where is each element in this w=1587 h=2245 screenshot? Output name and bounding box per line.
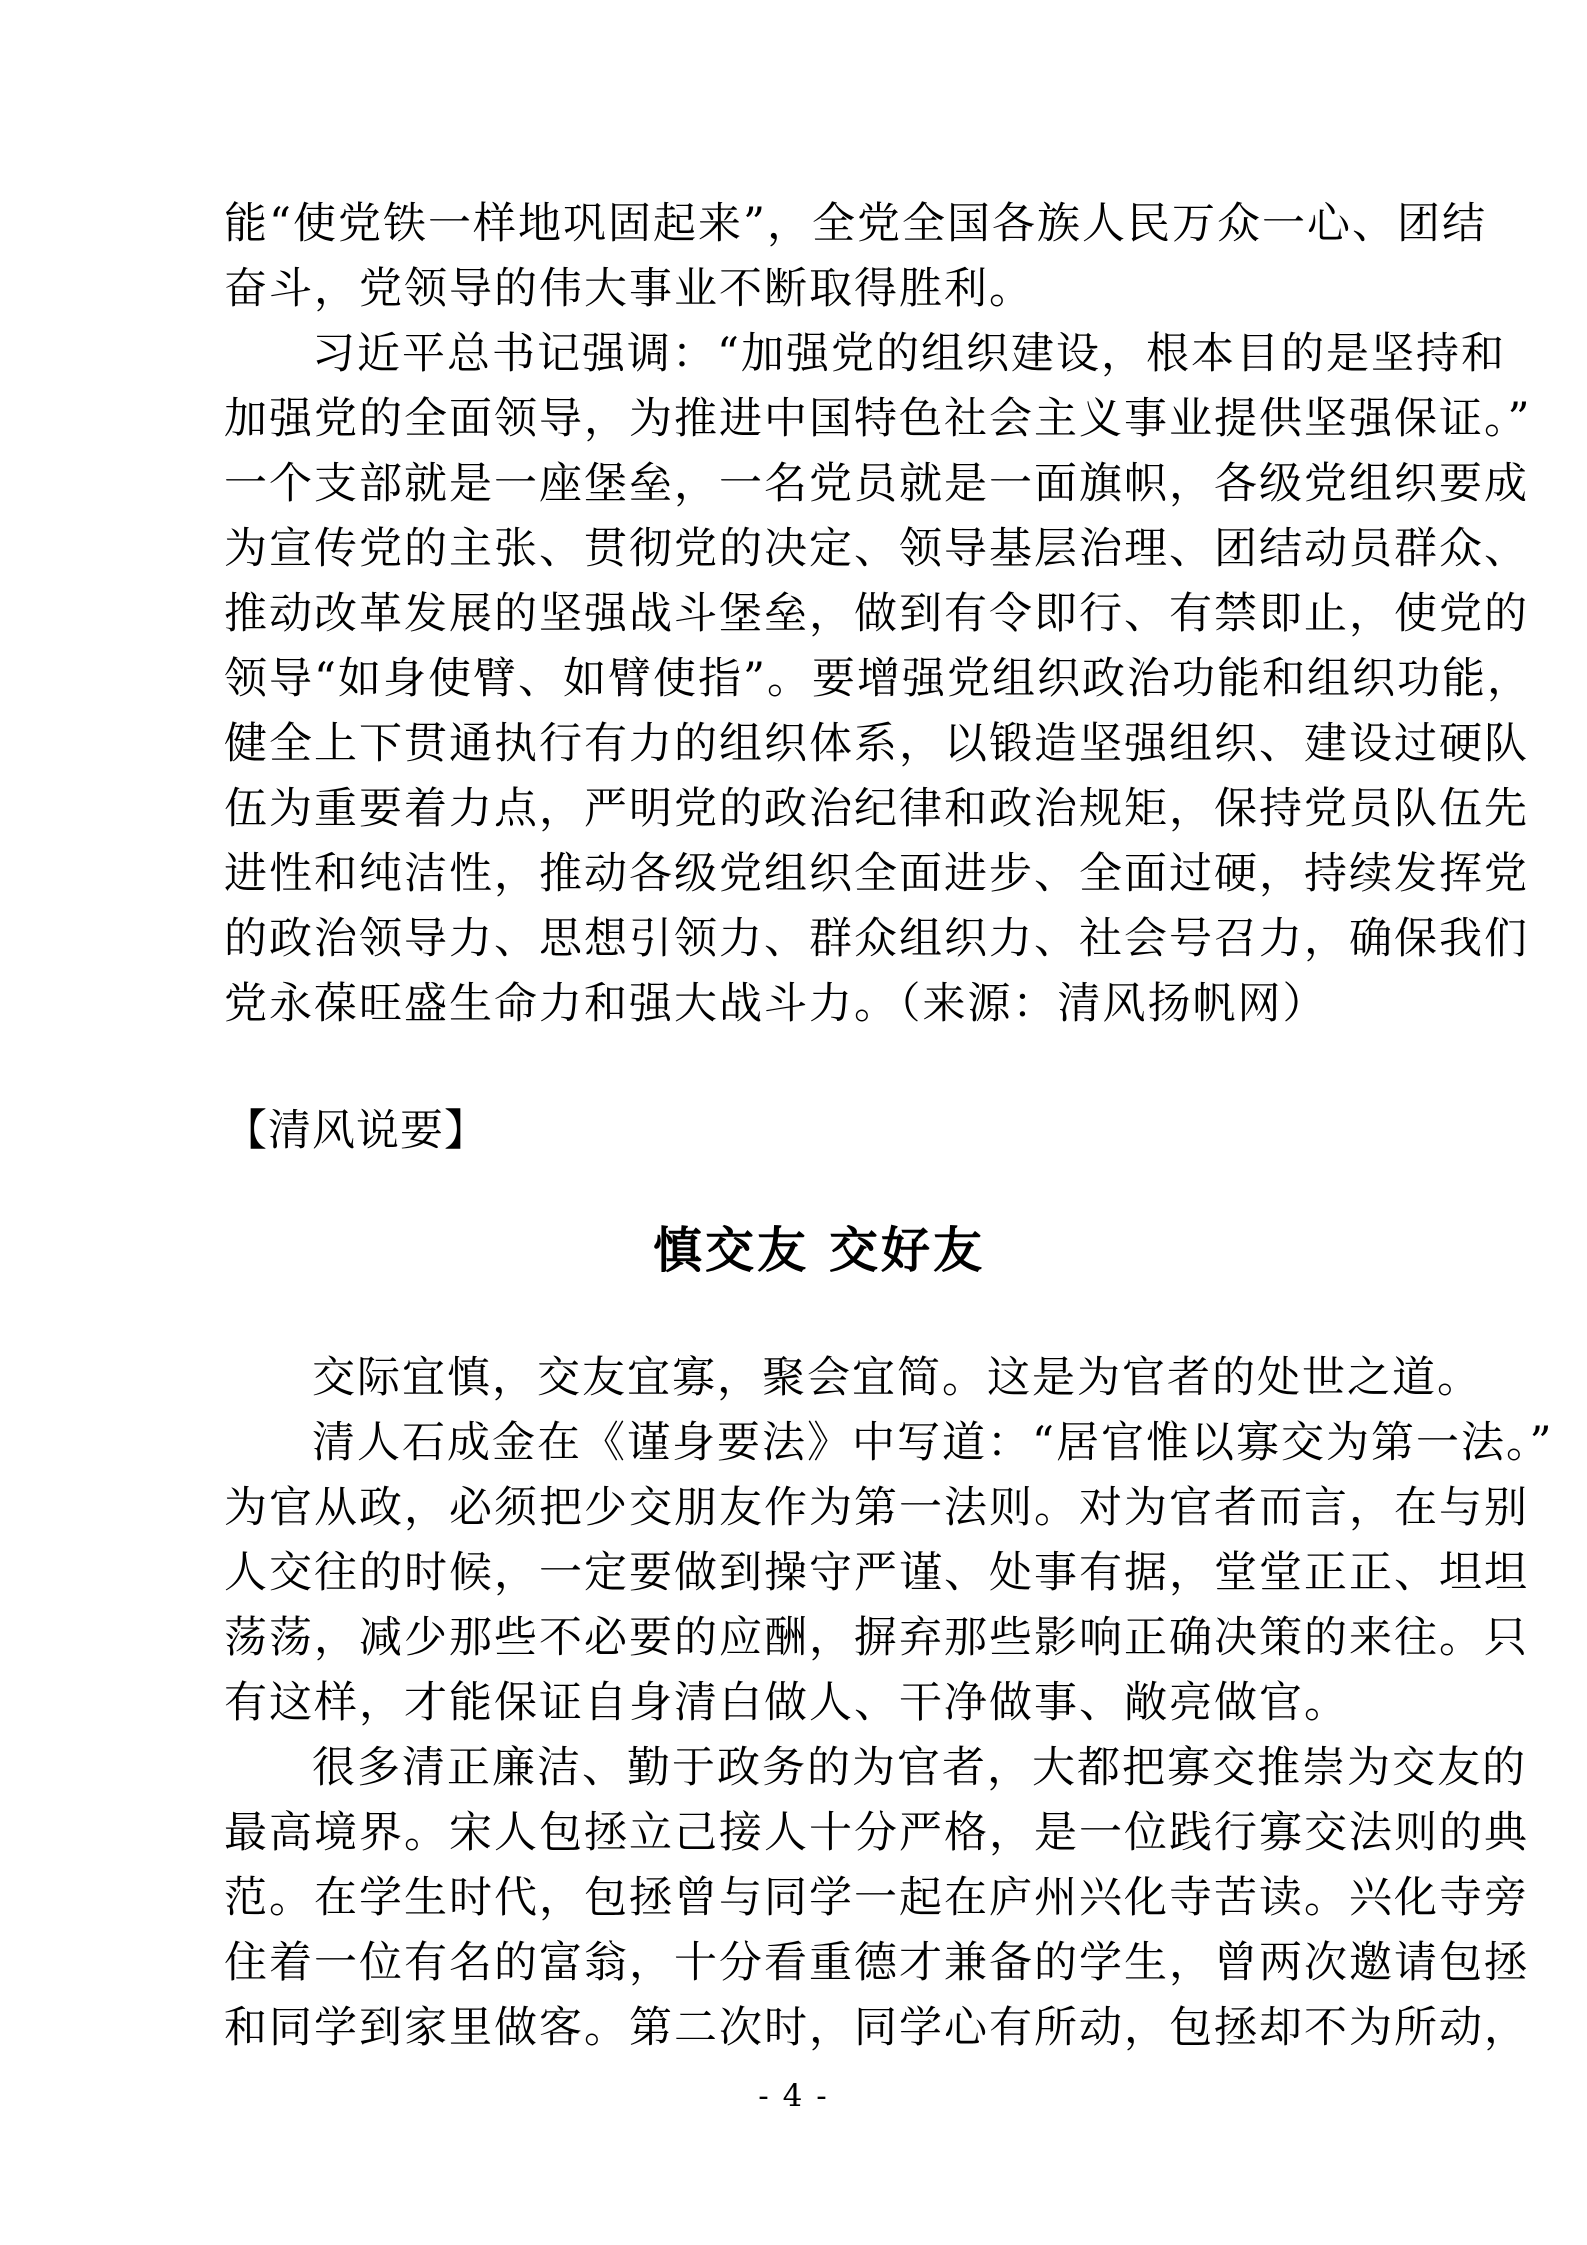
text-line: 【清风说要】 bbox=[224, 1106, 488, 1156]
paragraph bbox=[224, 322, 1532, 1037]
text-line: 交际宜慎，交友宜寡，聚会宜简。这是为官者的处世之道。 bbox=[312, 1353, 1482, 1403]
paragraph bbox=[224, 1411, 1554, 1736]
text-line: 习近平总书记强调：“加强党的组织建设，根本目的是坚持和 bbox=[312, 329, 1506, 379]
text-line: 为官从政，必须把少交朋友作为第一法则。对为官者而言，在与别 bbox=[224, 1483, 1529, 1533]
text-line: 能“使党铁一样地巩固起来”，全党全国各族人民万众一心、团结 bbox=[224, 199, 1487, 249]
text-line: 和同学到家里做客。第二次时，同学心有所动，包拯却不为所动， bbox=[224, 2003, 1529, 2053]
text-line: 有这样，才能保证自身清白做人、干净做事、敞亮做官。 bbox=[224, 1678, 1349, 1728]
text-line: 领导“如身使臂、如臂使指”。要增强党组织政治功能和组织功能， bbox=[224, 654, 1532, 704]
text-line: 慎交友 交好友 bbox=[652, 1221, 986, 1279]
text-line: 的政治领导力、思想引领力、群众组织力、社会号召力，确保我们 bbox=[224, 914, 1529, 964]
text-line: 最高境界。宋人包拯立己接人十分严格，是一位践行寡交法则的典 bbox=[224, 1808, 1529, 1858]
text-line: 推动改革发展的坚强战斗堡垒，做到有令即行、有禁即止，使党的 bbox=[224, 589, 1529, 639]
text-line: 住着一位有名的富翁，十分看重德才兼备的学生，曾两次邀请包拯 bbox=[224, 1938, 1529, 1988]
text-line: 奋斗，党领导的伟大事业不断取得胜利。 bbox=[224, 264, 1034, 314]
text-line: 伍为重要着力点，严明党的政治纪律和政治规矩，保持党员队伍先 bbox=[224, 784, 1529, 834]
text-line: 党永葆旺盛生命力和强大战斗力。（来源：清风扬帆网） bbox=[224, 979, 1328, 1029]
page-footer bbox=[0, 2078, 1587, 2114]
text-line: 进性和纯洁性，推动各级党组织全面进步、全面过硬，持续发挥党 bbox=[224, 849, 1529, 899]
text-line: 健全上下贯通执行有力的组织体系，以锻造坚强组织、建设过硬队 bbox=[224, 719, 1529, 769]
text-line: 清人石成金在《谨身要法》中写道：“居官惟以寡交为第一法。” bbox=[312, 1418, 1554, 1468]
text-line: 加强党的全面领导，为推进中国特色社会主义事业提供坚强保证。” bbox=[224, 394, 1532, 444]
paragraph bbox=[224, 1346, 1482, 1411]
page-number: - 4 - bbox=[758, 2078, 829, 2114]
text-line: 范。在学生时代，包拯曾与同学一起在庐州兴化寺苦读。兴化寺旁 bbox=[224, 1873, 1529, 1923]
paragraph bbox=[224, 1736, 1529, 2061]
text-line: 荡荡，减少那些不必要的应酬，摒弃那些影响正确决策的来往。只 bbox=[224, 1613, 1529, 1663]
text-line: 很多清正廉洁、勤于政务的为官者，大都把寡交推崇为交友的 bbox=[312, 1743, 1527, 1793]
text-line: 人交往的时候，一定要做到操守严谨、处事有据，堂堂正正、坦坦 bbox=[224, 1548, 1529, 1598]
text-line: 一个支部就是一座堡垒，一名党员就是一面旗帜，各级党组织要成 bbox=[224, 459, 1529, 509]
article-title bbox=[224, 1212, 1414, 1288]
document-body bbox=[224, 192, 1554, 2061]
text-line: 为宣传党的主张、贯彻党的决定、领导基层治理、团结动员群众、 bbox=[224, 524, 1529, 574]
section-header bbox=[224, 1099, 1414, 1164]
paragraph bbox=[224, 192, 1487, 322]
